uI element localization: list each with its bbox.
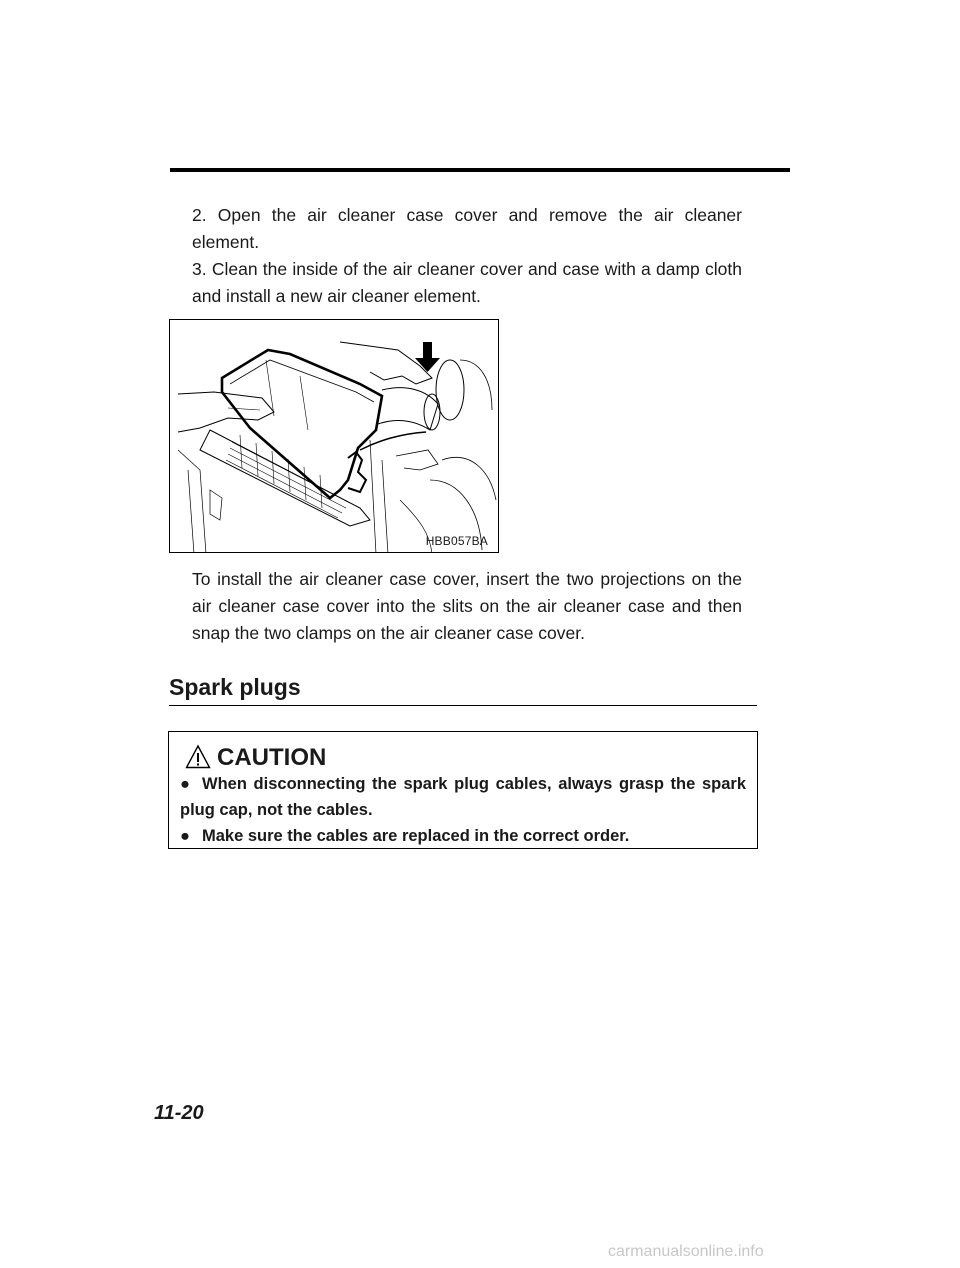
- caution-title: CAUTION: [217, 744, 327, 771]
- step-2-text: 2. Open the air cleaner case cover and remove the air cleaner element.: [192, 205, 742, 252]
- step-3-text: 3. Clean the inside of the air cleaner cover and case with a damp cloth and install a new air cleaner element.: [192, 259, 742, 306]
- section-heading: Spark plugs: [169, 674, 301, 700]
- caution-item: [180, 771, 746, 823]
- caution-item-text: When disconnecting the spark plug cables, always grasp the spark plug cap, not the cables.: [180, 775, 746, 819]
- caution-item-text: Make sure the cables are replaced in the correct order.: [202, 827, 630, 845]
- figure-code: HBB057BA: [425, 534, 488, 548]
- top-rule: [170, 168, 790, 172]
- warning-triangle-icon: [185, 744, 211, 770]
- page-number: 11-20: [154, 1102, 204, 1124]
- caution-item: [180, 823, 746, 849]
- bullet: ●: [180, 775, 190, 793]
- air-cleaner-drawing: [170, 320, 499, 553]
- install-note: To install the air cleaner case cover, insert the two projections on the air cleaner case cover into the slits on the air cleaner case and then snap the two clamps on the air cleaner case cover.: [192, 569, 742, 643]
- air-cleaner-illustration: [169, 319, 499, 553]
- down-arrow-icon: [415, 342, 440, 372]
- caution-list: [180, 771, 746, 849]
- caution-box: [168, 731, 758, 849]
- bullet: ●: [180, 827, 190, 845]
- watermark: carmanualsonline.info: [608, 1243, 764, 1260]
- section-rule: [169, 705, 757, 706]
